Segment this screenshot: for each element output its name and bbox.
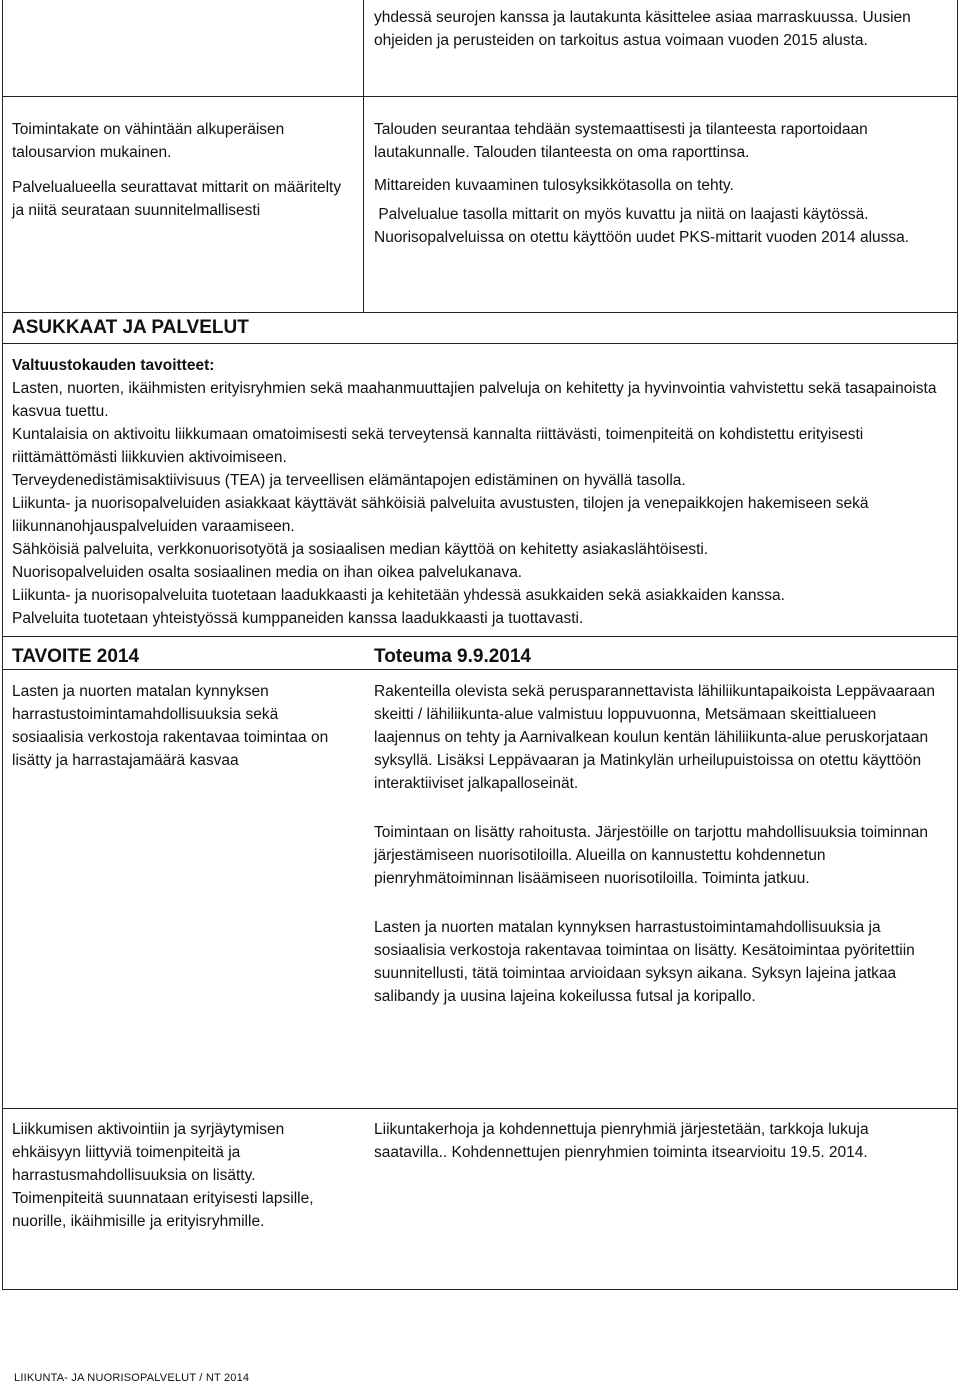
council-item: Palveluita tuotetaan yhteistyössä kumppaneiden kanssa laadukkaasti ja tuottavasti. <box>12 610 584 627</box>
council-item: Terveydenedistämisaktiivisuus (TEA) ja terveellisen elämäntapojen edistäminen on hyvällä tasolla. <box>12 472 686 489</box>
finance-result-1: Talouden seurantaa tehdään systemaattisesti ja tilanteesta raportoidaan lautakunnalle. Talouden tilanteesta on oma raporttinsa. <box>374 121 868 161</box>
row-divider-3 <box>2 343 958 344</box>
council-item: Liikunta- ja nuorisopalveluiden asiakkaat käyttävät sähköisiä palveluita avustusten, tilojen ja venepaikkojen hakemiseen sekä liikunnanohjauspalveluiden varaamiseen. <box>12 495 869 535</box>
table-border-right <box>957 0 958 1290</box>
council-item: Liikunta- ja nuorisopalveluita tuotetaan laadukkaasti ja kehitetään yhdessä asukkaiden sekä asiakkaiden kanssa. <box>12 587 785 604</box>
column-header-result: Toteuma 9.9.2014 <box>374 646 532 667</box>
table-border-left <box>2 0 3 1290</box>
finance-goal-1: Toimintakate on vähintään alkuperäisen talousarvion mukainen. <box>12 121 285 161</box>
section-title: ASUKKAAT JA PALVELUT <box>12 317 249 338</box>
page-footer: LIIKUNTA- JA NUORISOPALVELUT / NT 2014 <box>14 1372 250 1384</box>
continuation-text: yhdessä seurojen kanssa ja lautakunta käsittelee asiaa marraskuussa. Uusien ohjeiden ja perusteiden on tarkoitus astua voimaan vuoden 2015 alusta. <box>374 9 911 49</box>
target-goal-2: Liikkumisen aktivointiin ja syrjäytymisen ehkäisyyn liittyviä toimenpiteitä ja harrastusmahdollisuuksia on lisätty. Toimenpiteitä suunnataan erityisesti lapsille, nuorille, ikäihmisille ja erityisryhmille. <box>12 1121 314 1230</box>
council-goals <box>12 354 948 630</box>
target-goal-1: Lasten ja nuorten matalan kynnyksen harrastustoimintamahdollisuuksia sekä sosiaalisia verkostoja rakentavaa toimintaa on lisätty ja harrastajamäärä kasvaa <box>12 683 329 769</box>
row-divider-2 <box>2 312 958 313</box>
council-item: Kuntalaisia on aktivoitu liikkumaan omatoimisesti sekä terveytensä kannalta riittävästi, toimenpiteitä on kohdistettu erityisesti riittämättömästi liikkuvien aktivoimiseen. <box>12 426 864 466</box>
result-paragraph: Rakenteilla olevista sekä perusparannettavista lähiliikuntapaikoista Leppävaaraan skeitti / lähiliikunta-alue valmistuu loppuvuonna, Metsämaan skeittialueen laajennus on tehty ja Aarnivalkean koulun kentän lähiliikunta-alue peruskorjataan syksyllä. Lisäksi Leppävaaran ja Matinkylän urheilupuistoissa on otettu käyttöön interaktiiviset jalkapalloseinät. <box>374 683 935 792</box>
target-results-2 <box>374 1118 942 1164</box>
result-paragraph: Lasten ja nuorten matalan kynnyksen harrastustoimintamahdollisuuksia ja sosiaalisia verkostoja rakentavaa toimintaa on lisätty. Kesätoimintaa pyöritettiin suunnitellusti, tätä toimintaa arvioidaan syksyn aikana. Syksyn lajeina jatkaa salibandy ja uusina lajeina kokeilussa futsal ja koripallo. <box>374 919 915 1005</box>
council-item: Nuorisopalveluiden osalta sosiaalinen media on ihan oikea palvelukanava. <box>12 564 523 581</box>
column-header-goal: TAVOITE 2014 <box>12 646 140 667</box>
finance-results <box>374 118 934 249</box>
result-paragraph: Liikuntakerhoja ja kohdennettuja pienryhmiä järjestetään, tarkkoja lukuja saatavilla.. Kohdennettujen pienryhmien toiminta itsearvioitu 19.5. 2014. <box>374 1121 869 1161</box>
council-heading: Valtuustokauden tavoitteet: <box>12 357 215 374</box>
council-item: Lasten, nuorten, ikäihmisten erityisryhmien sekä maahanmuuttajien palveluja on kehitetty ja hyvinvointia vahvistettu sekä tasapainoista kasvua tuettu. <box>12 380 937 420</box>
finance-goals <box>12 118 352 222</box>
column-divider-top <box>363 0 364 312</box>
finance-goal-2: Palvelualueella seurattavat mittarit on määritelty ja niitä seurataan suunnitelmallisesti <box>12 179 342 219</box>
target-results-1 <box>374 680 942 1008</box>
row-divider-5 <box>2 669 958 670</box>
finance-result-2: Mittareiden kuvaaminen tulosyksikkötasolla on tehty. <box>374 177 734 194</box>
finance-result-3: Palvelualue tasolla mittarit on myös kuvattu ja niitä on laajasti käytössä. Nuorisopalveluissa on otettu käyttöön uudet PKS-mittarit vuoden 2014 alussa. <box>374 206 910 246</box>
result-paragraph: Toimintaan on lisätty rahoitusta. Järjestöille on tarjottu mahdollisuuksia toiminnan järjestämiseen nuorisotiloilla. Alueilla on kannustettu kohdennetun pienryhmätoiminnan lisäämiseen nuorisotiloilla. Toiminta jatkuu. <box>374 824 928 887</box>
row-divider-1 <box>2 96 958 97</box>
council-item: Sähköisiä palveluita, verkkonuorisotyötä ja sosiaalisen median käyttöä on kehitetty asiakaslähtöisesti. <box>12 541 709 558</box>
row-divider-4 <box>2 636 958 637</box>
row-divider-6 <box>2 1108 958 1109</box>
row-divider-7 <box>2 1289 958 1290</box>
